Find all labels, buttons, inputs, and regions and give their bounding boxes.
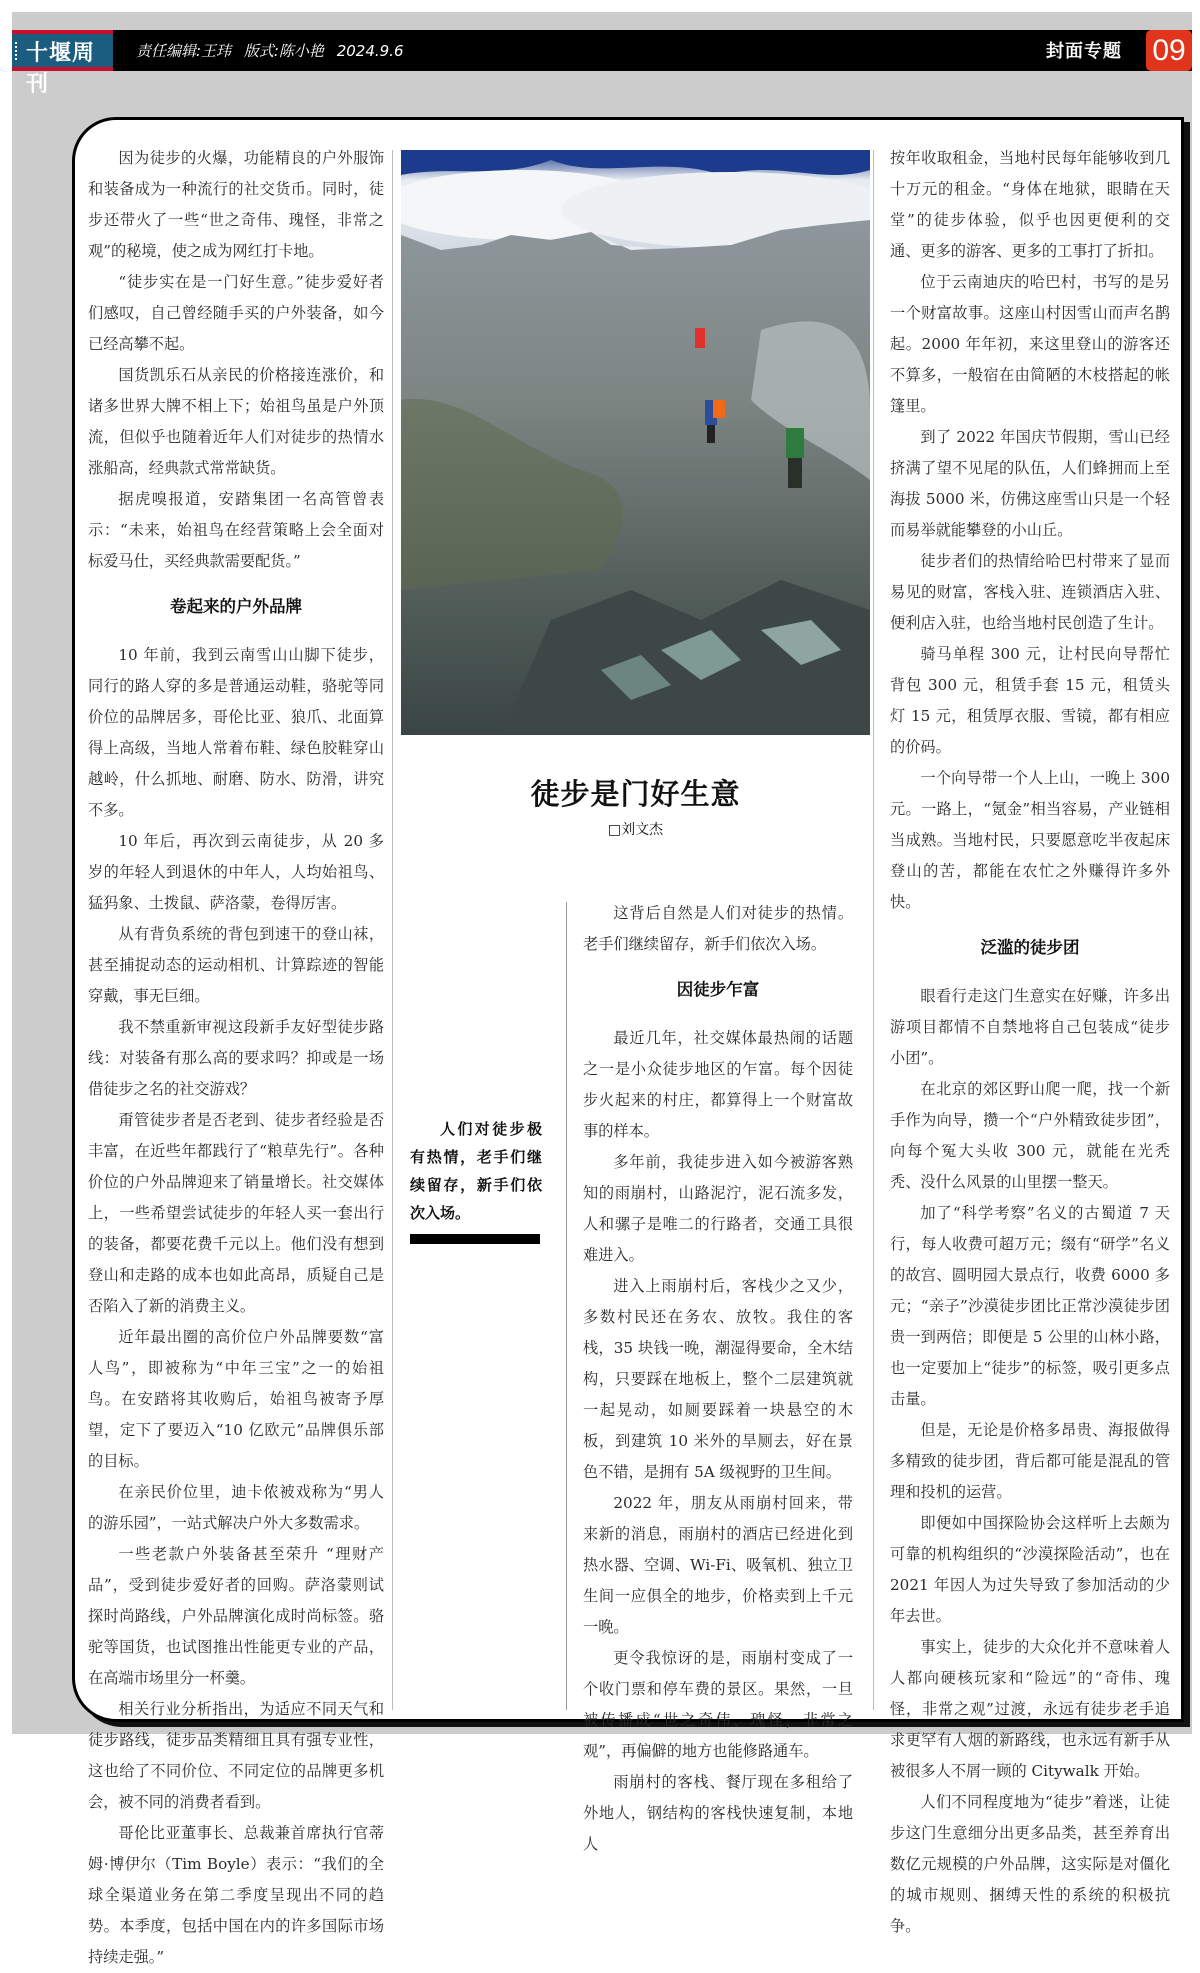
section-heading: 因徒步乍富 bbox=[676, 980, 760, 999]
article-title: 徒步是门好生意 bbox=[530, 777, 741, 811]
paragraph: 哥伦比亚董事长、总裁兼首席执行官蒂姆·博伊尔（Tim Boyle）表示：“我们的全球全渠道业务在第二季度呈现出不同的趋势。本季度，包括中国在内的许多国际市场持续走强。” bbox=[88, 1824, 384, 1966]
credits bbox=[136, 40, 411, 61]
paragraph: 人们不同程度地为“徒步”着迷，让徒步这门生意细分出更多品类，甚至养育出数亿元规模的户外品牌，这实际是对僵化的城市规则、捆缚天性的系统的积极抗争。 bbox=[890, 1793, 1170, 1935]
paragraph: 从有背负系统的背包到速干的登山袜，甚至捕捉动态的运动相机、计算踪迹的智能穿戴，事无巨细。 bbox=[88, 925, 384, 1005]
issue-date: 2024.9.6 bbox=[336, 42, 404, 60]
paragraph: 徒步者们的热情给哈巴村带来了显而易见的财富，客栈入驻、连锁酒店入驻、便利店入驻，也给当地村民创造了生计。 bbox=[890, 552, 1170, 632]
column-divider bbox=[873, 150, 874, 1710]
section-heading: 卷起来的户外品牌 bbox=[170, 597, 302, 616]
newspaper-header bbox=[12, 30, 1192, 97]
paragraph: 相关行业分析指出，为适应不同天气和徒步路线，徒步品类精细且具有强专业性，这也给了不同价位、不同定位的品牌更多机会，被不同的消费者看到。 bbox=[88, 1700, 384, 1811]
paragraph: 更令我惊讶的是，雨崩村变成了一个收门票和停车费的景区。果然，一旦被传播成“世之奇伟、瑰怪，非常之观”，再偏僻的地方也能修路通车。 bbox=[583, 1649, 853, 1760]
paragraph: 骑马单程 300 元，让村民向导帮忙背包 300 元，租赁手套 15 元，租赁头灯 15 元，租赁厚衣服、雪镜，都有相应的价码。 bbox=[890, 645, 1170, 756]
paragraph: 10 年前，我到云南雪山山脚下徒步，同行的路人穿的多是普通运动鞋，骆驼等同价位的品牌居多，哥伦比亚、狼爪、北面算得上高级，当地人常着布鞋、绿色胶鞋穿山越岭，什么抓地、耐磨、防水、防滑，讲究不多。 bbox=[88, 646, 384, 819]
paragraph: 这背后自然是人们对徒步的热情。老手们继续留存，新手们依次入场。 bbox=[583, 904, 853, 953]
masthead-logo bbox=[12, 30, 113, 97]
section-heading: 泛滥的徒步团 bbox=[980, 938, 1080, 957]
pull-quote bbox=[410, 1115, 542, 1227]
right-column bbox=[890, 143, 1170, 1942]
paragraph: 我不禁重新审视这段新手友好型徒步路线：对装备有那么高的要求吗？抑或是一场借徒步之名的社交游戏？ bbox=[88, 1018, 384, 1098]
paragraph: 一些老款户外装备甚至荣升 “理财产品”，受到徒步爱好者的回购。萨洛蒙则试探时尚路线，户外品牌演化成时尚标签。骆驼等国货，也试图推出性能更专业的产品，在高端市场里分一杯羹。 bbox=[88, 1545, 384, 1687]
paragraph: 加了“科学考察”名义的古蜀道 7 天行，每人收费可超万元；缀有“研学”名义的故宫、圆明园大景点行，收费 6000 多元；“亲子”沙漠徒步团比正常沙漠徒步团贵一到两倍；即便是 5 公里的山林小路，也一定要加上“徒步”的标签，吸引更多点击量。 bbox=[890, 1204, 1170, 1408]
paragraph: 眼看行走这门生意实在好赚，许多出游项目都情不自禁地将自己包装成“徒步小团”。 bbox=[890, 987, 1170, 1067]
paragraph: 最近几年，社交媒体最热闹的话题之一是小众徒步地区的乍富。每个因徒步火起来的村庄，都算得上一个财富故事的样本。 bbox=[583, 1029, 853, 1140]
paragraph: 到了 2022 年国庆节假期，雪山已经挤满了望不见尾的队伍，人们蜂拥而上至海拔 5000 米，仿佛这座雪山只是一个轻而易举就能攀登的小山丘。 bbox=[890, 428, 1170, 539]
article-byline: □刘文杰 bbox=[607, 822, 664, 838]
paragraph: 但是，无论是价格多昂贵、海报做得多精致的徒步团，背后都可能是混乱的管理和投机的运营。 bbox=[890, 1421, 1170, 1501]
article-photo bbox=[401, 150, 870, 735]
logo-ornament-icon bbox=[15, 42, 20, 60]
middle-column bbox=[583, 898, 853, 1860]
paragraph: 国货凯乐石从亲民的价格接连涨价，和诸多世界大牌不相上下；始祖鸟虽是户外顶流，但似乎也随着近年人们对徒步的热情水涨船高，经典款式常常缺货。 bbox=[88, 366, 384, 477]
mountain-hikers-photo bbox=[401, 150, 870, 735]
masthead-title: 十堰周刊 bbox=[26, 40, 96, 97]
paragraph: 多年前，我徒步进入如今被游客熟知的雨崩村，山路泥泞，泥石流多发，人和骡子是唯二的行路者，交通工具很难进入。 bbox=[583, 1153, 853, 1264]
paragraph: 据虎嗅报道，安踏集团一名高管曾表示：“未来，始祖鸟在经营策略上会全面对标爱马仕，买经典款需要配货。” bbox=[88, 490, 384, 570]
paragraph: 进入上雨崩村后，客栈少之又少，多数村民还在务农、放牧。我住的客栈，35 块钱一晚，潮湿得要命，全木结构，只要踩在地板上，整个二层建筑就一起晃动，如厕要踩着一块悬空的木板，到建筑 10 米外的旱厕去，好在景色不错，是拥有 5A 级视野的卫生间。 bbox=[583, 1277, 853, 1481]
paragraph: 即便如中国探险协会这样听上去颇为可靠的机构组织的“沙漠探险活动”，也在 2021 年因人为过失导致了参加活动的少年去世。 bbox=[890, 1514, 1170, 1625]
paragraph: 近年最出圈的高价位户外品牌要数“富人鸟”，即被称为“中年三宝”之一的始祖鸟。在安踏将其收购后，始祖鸟被寄予厚望，定下了要迈入“10 亿欧元”品牌俱乐部的目标。 bbox=[88, 1328, 384, 1470]
paragraph: 事实上，徒步的大众化并不意味着人人都向硬核玩家和“险远”的“奇伟、瑰怪，非常之观”过渡，永远有徒步老手追求更罕有人烟的新路线，也永远有新手从被很多人不屑一顾的 Citywalk 开始。 bbox=[890, 1638, 1170, 1780]
paragraph: 2022 年，朋友从雨崩村回来，带来新的消息，雨崩村的酒店已经进化到热水器、空调、Wi-Fi、吸氧机、独立卫生间一应俱全的地步，价格卖到上千元一晚。 bbox=[583, 1494, 853, 1636]
paragraph: 因为徒步的火爆，功能精良的户外服饰和装备成为一种流行的社交货币。同时，徒步还带火了一些“世之奇伟、瑰怪，非常之观”的秘境，使之成为网红打卡地。 bbox=[88, 149, 384, 260]
paragraph: 在亲民价位里，迪卡侬被戏称为“男人的游乐园”，一站式解决户外大多数需求。 bbox=[88, 1483, 384, 1532]
paragraph: 一个向导带一个人上山，一晚上 300 元。一路上，“氪金”相当容易，产业链相当成熟。当地村民，只要愿意吃半夜起床登山的苦，都能在农忙之外赚得许多外快。 bbox=[890, 769, 1170, 911]
pull-quote-bar bbox=[410, 1234, 540, 1244]
editor-credit: 责任编辑:王玮 bbox=[136, 42, 232, 60]
column-divider bbox=[392, 150, 393, 1710]
paragraph: “徒步实在是一门好生意。”徒步爱好者们感叹，自己曾经随手买的户外装备，如今已经高攀不起。 bbox=[88, 273, 384, 353]
page-number-badge: 09 bbox=[1146, 30, 1192, 71]
paragraph: 位于云南迪庆的哈巴村，书写的是另一个财富故事。这座山村因雪山而声名鹊起。2000 年年初，来这里登山的游客还不算多，一般宿在由简陋的木枝搭起的帐篷里。 bbox=[890, 273, 1170, 415]
hiker-figure bbox=[695, 328, 705, 348]
paragraph: 雨崩村的客栈、餐厅现在多租给了外地人，钢结构的客栈快速复制，本地人 bbox=[583, 1773, 853, 1853]
layout-credit: 版式:陈小艳 bbox=[243, 42, 324, 60]
section-name: 封面专题 bbox=[1046, 41, 1122, 62]
paragraph: 在北京的郊区野山爬一爬，找一个新手作为向导，攒一个“户外精致徒步团”，向每个冤大头收 300 元，就能在光秃秃、没什么风景的山里摆一整天。 bbox=[890, 1080, 1170, 1191]
paragraph: 10 年后，再次到云南徒步，从 20 多岁的年轻人到退休的中年人，人均始祖鸟、猛犸象、土拨鼠、萨洛蒙，卷得厉害。 bbox=[88, 832, 384, 912]
middle-column-divider bbox=[566, 902, 567, 1710]
pull-quote-text: 人们对徒步极有热情，老手们继续留存，新手们依次入场。 bbox=[410, 1120, 542, 1222]
paragraph: 按年收取租金，当地村民每年能够收到几十万元的租金。“身体在地狱，眼睛在天堂”的徒步体验，似乎也因更便利的交通、更多的游客、更多的工事打了折扣。 bbox=[890, 149, 1170, 260]
paragraph: 甭管徒步者是否老到、徒步者经验是否丰富，在近些年都践行了“粮草先行”。各种价位的户外品牌迎来了销量增长。社交媒体上，一些希望尝试徒步的年轻人买一套出行的装备，都要花费千元以上。他们没有想到登山和走路的成本也如此高昂，质疑自己是否陷入了新的消费主义。 bbox=[88, 1111, 384, 1315]
left-column bbox=[88, 143, 384, 1973]
